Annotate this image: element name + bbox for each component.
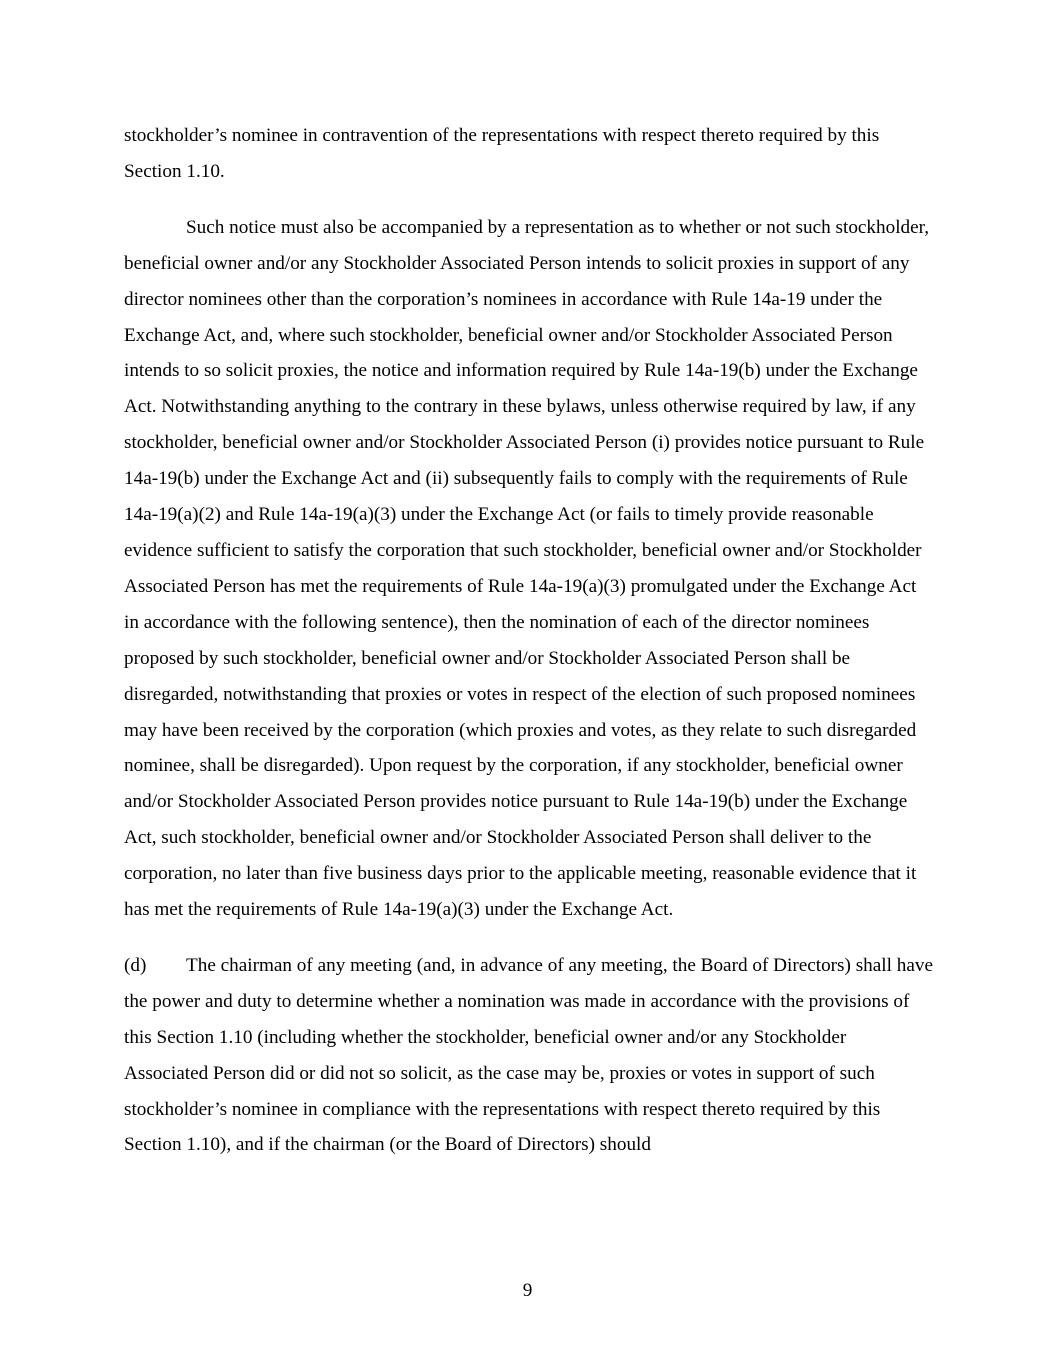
item-d-paragraph (124, 948, 934, 1163)
document-body (124, 118, 934, 1163)
item-d-label: (d) (124, 954, 147, 976)
notice-representation-paragraph: Such notice must also be accompanied by a representation as to whether or not such stockholder, beneficial owner and/or any Stockholder Associated Person intends to solicit proxies in support of any director nominees other than the corporation’s nominees in accordance with Rule 14a-19 under the Exchange Act, and, where such stockholder, beneficial owner and/or Stockholder Associated Person intends to so solicit proxies, the notice and information required by Rule 14a-19(b) under the Exchange Act. Notwithstanding anything to the contrary in these bylaws, unless otherwise required by law, if any stockholder, beneficial owner and/or Stockholder Associated Person (i) provides notice pursuant to Rule 14a-19(b) under the Exchange Act and (ii) subsequently fails to comply with the requirements of Rule 14a-19(a)(2) and Rule 14a-19(a)(3) under the Exchange Act (or fails to timely provide reasonable evidence sufficient to satisfy the corporation that such stockholder, beneficial owner and/or Stockholder Associated Person has met the requirements of Rule 14a-19(a)(3) promulgated under the Exchange Act in accordance with the following sentence), then the nomination of each of the director nominees proposed by such stockholder, beneficial owner and/or Stockholder Associated Person shall be disregarded, notwithstanding that proxies or votes in respect of the election of such proposed nominees may have been received by the corporation (which proxies and votes, as they relate to such disregarded nominee, shall be disregarded). Upon request by the corporation, if any stockholder, beneficial owner and/or Stockholder Associated Person provides notice pursuant to Rule 14a-19(b) under the Exchange Act, such stockholder, beneficial owner and/or Stockholder Associated Person shall deliver to the corporation, no later than five business days prior to the applicable meeting, reasonable evidence that it has met the requirements of Rule 14a-19(a)(3) under the Exchange Act. (124, 216, 930, 921)
item-d-text: The chairman of any meeting (and, in advance of any meeting, the Board of Directors) shall have the power and duty to determine whether a nomination was made in accordance with the provisions of this Section 1.10 (including whether the stockholder, beneficial owner and/or any Stockholder Associated Person did or did not so solicit, as the case may be, proxies or votes in support of such stockholder’s nominee in compliance with the representations with respect thereto required by this Section 1.10), and if the chairman (or the Board of Directors) should (124, 954, 933, 1156)
page-number: 9 (522, 1280, 533, 1301)
continuation-paragraph: stockholder’s nominee in contravention of the representations with respect thereto required by this Section 1.10. (124, 125, 880, 182)
